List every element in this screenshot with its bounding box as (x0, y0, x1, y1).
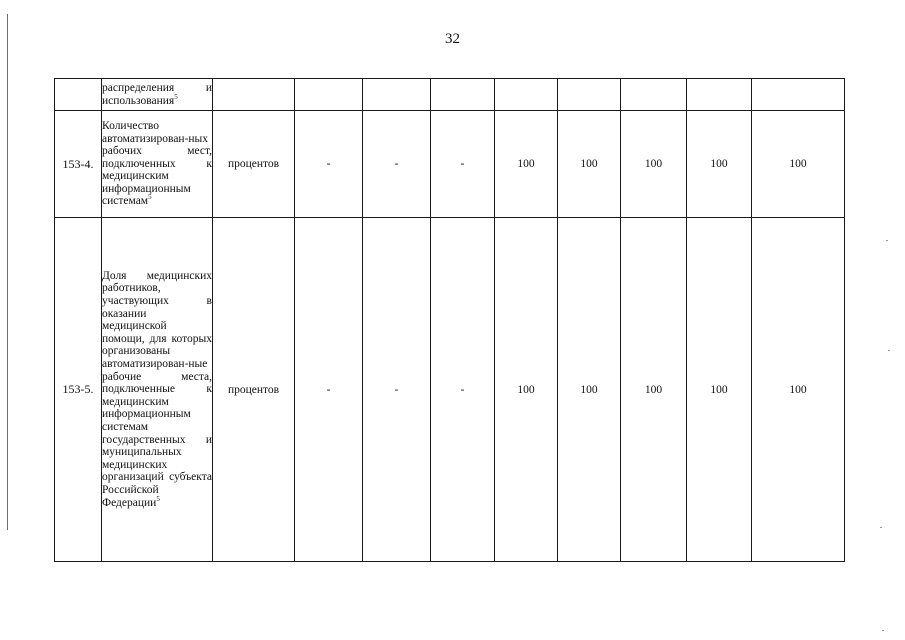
value-cell (687, 79, 752, 111)
value-cell (431, 79, 495, 111)
value-cell: - (431, 218, 495, 562)
value-cell: 100 (495, 111, 558, 218)
unit-cell: процентов (213, 218, 295, 562)
footnote-marker: 5 (174, 92, 178, 101)
indicator-description-cell (102, 218, 213, 562)
unit-cell: процентов (213, 111, 295, 218)
table-row (55, 79, 845, 111)
value-cell: 100 (495, 218, 558, 562)
value-cell (621, 79, 687, 111)
value-cell: 100 (621, 218, 687, 562)
indicator-description: распределения и использования (102, 81, 212, 107)
value-cell (558, 79, 621, 111)
indicator-description-cell (102, 111, 213, 218)
value-cell (295, 79, 363, 111)
value-cell (752, 79, 845, 111)
scan-speck (886, 240, 888, 241)
value-cell (495, 79, 558, 111)
value-cell: 100 (687, 111, 752, 218)
value-cell: - (295, 218, 363, 562)
row-number-cell (55, 79, 102, 111)
value-cell: 100 (558, 218, 621, 562)
value-cell: - (363, 111, 431, 218)
table-row (55, 218, 845, 562)
value-cell: - (295, 111, 363, 218)
footnote-marker: 5 (148, 193, 152, 202)
value-cell: - (431, 111, 495, 218)
footnote-marker: 5 (156, 494, 160, 503)
value-cell: 100 (687, 218, 752, 562)
scan-speck (880, 527, 882, 528)
value-cell: 100 (752, 111, 845, 218)
value-cell: 100 (752, 218, 845, 562)
row-number-cell: 153-5. (55, 218, 102, 562)
value-cell (363, 79, 431, 111)
value-cell: 100 (558, 111, 621, 218)
indicator-description: Доля медицинских работников, участвующих в оказании медицинской помощи, для которых организованы автоматизирован-ные рабочие места, подключенные к медицинским информационным системам государственных и муниципальных медицинских организаций субъекта Российской Федерации (102, 269, 212, 509)
row-number-cell: 153-4. (55, 111, 102, 218)
scan-speck (882, 630, 884, 631)
left-margin-line (7, 14, 8, 530)
value-cell: 100 (621, 111, 687, 218)
scan-speck (888, 350, 890, 351)
indicator-table (54, 78, 845, 562)
page-number: 32 (445, 31, 460, 47)
indicator-description: Количество автоматизирован-ных рабочих мест, подключенных к медицинским информационным системам (102, 119, 212, 208)
value-cell: - (363, 218, 431, 562)
indicator-description-cell (102, 79, 213, 111)
unit-cell (213, 79, 295, 111)
table-row (55, 111, 845, 218)
